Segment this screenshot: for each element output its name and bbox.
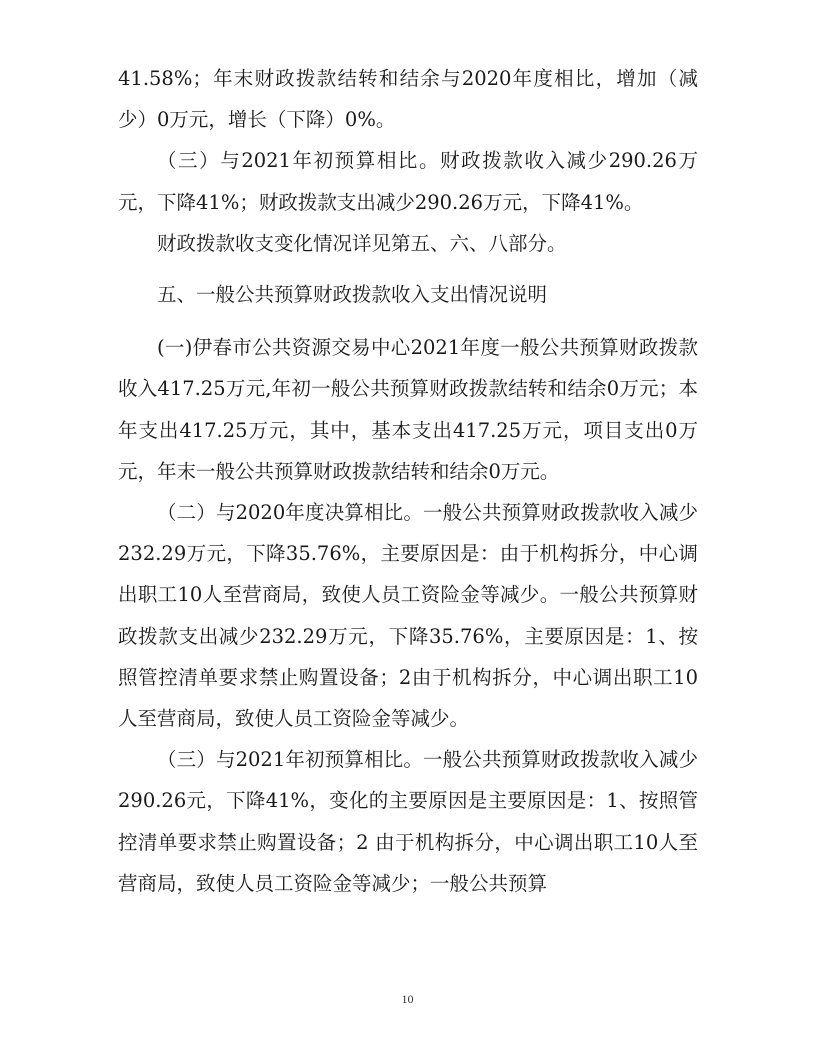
paragraph-initial-budget-comparison: （三）与2021年初预算相比。一般公共预算财政拨款收入减少290.26元，下降41%，变化的主要原因是主要原因是：1、按照管控清单要求禁止购置设备；2 由于机构拆分，中心调出职工10人至营商局，致使人员工资险金等减少；一般公共预算: [118, 748, 698, 895]
page-number: 10: [401, 992, 414, 1006]
paragraph-budget-comparison: （三）与2021年初预算相比。财政拨款收入减少290.26万元，下降41%；财政拨款支出减少290.26万元，下降41%。: [118, 149, 698, 214]
document-body: [118, 58, 698, 904]
paragraph-income-expenditure: (一)伊春市公共资源交易中心2021年度一般公共预算财政拨款收入417.25万元,年初一般公共预算财政拨款结转和结余0万元；本年支出417.25万元，其中，基本支出417.25万元，项目支出0万元，年末一般公共预算财政拨款结转和结余0万元。: [118, 336, 698, 483]
paragraph-continuation: 41.58%；年末财政拨款结转和结余与2020年度相比，增加（减少）0万元，增长（下降）0%。: [118, 67, 698, 132]
paragraph-final-accounts-comparison: （二）与2020年度决算相比。一般公共预算财政拨款收入减少232.29万元，下降35.76%，主要原因是：由于机构拆分，中心调出职工10人至营商局，致使人员工资险金等减少。一般公共预算财政拨款支出减少232.29万元，下降35.76%，主要原因是：1、按照管控清单要求禁止购置设备；2由于机构拆分，中心调出职工10人至营商局，致使人员工资险金等减少。: [118, 501, 698, 731]
paragraph-reference: 财政拨款收支变化情况详见第五、六、八部分。: [157, 231, 567, 255]
section-heading: 五、一般公共预算财政拨款收入支出情况说明: [157, 283, 548, 307]
